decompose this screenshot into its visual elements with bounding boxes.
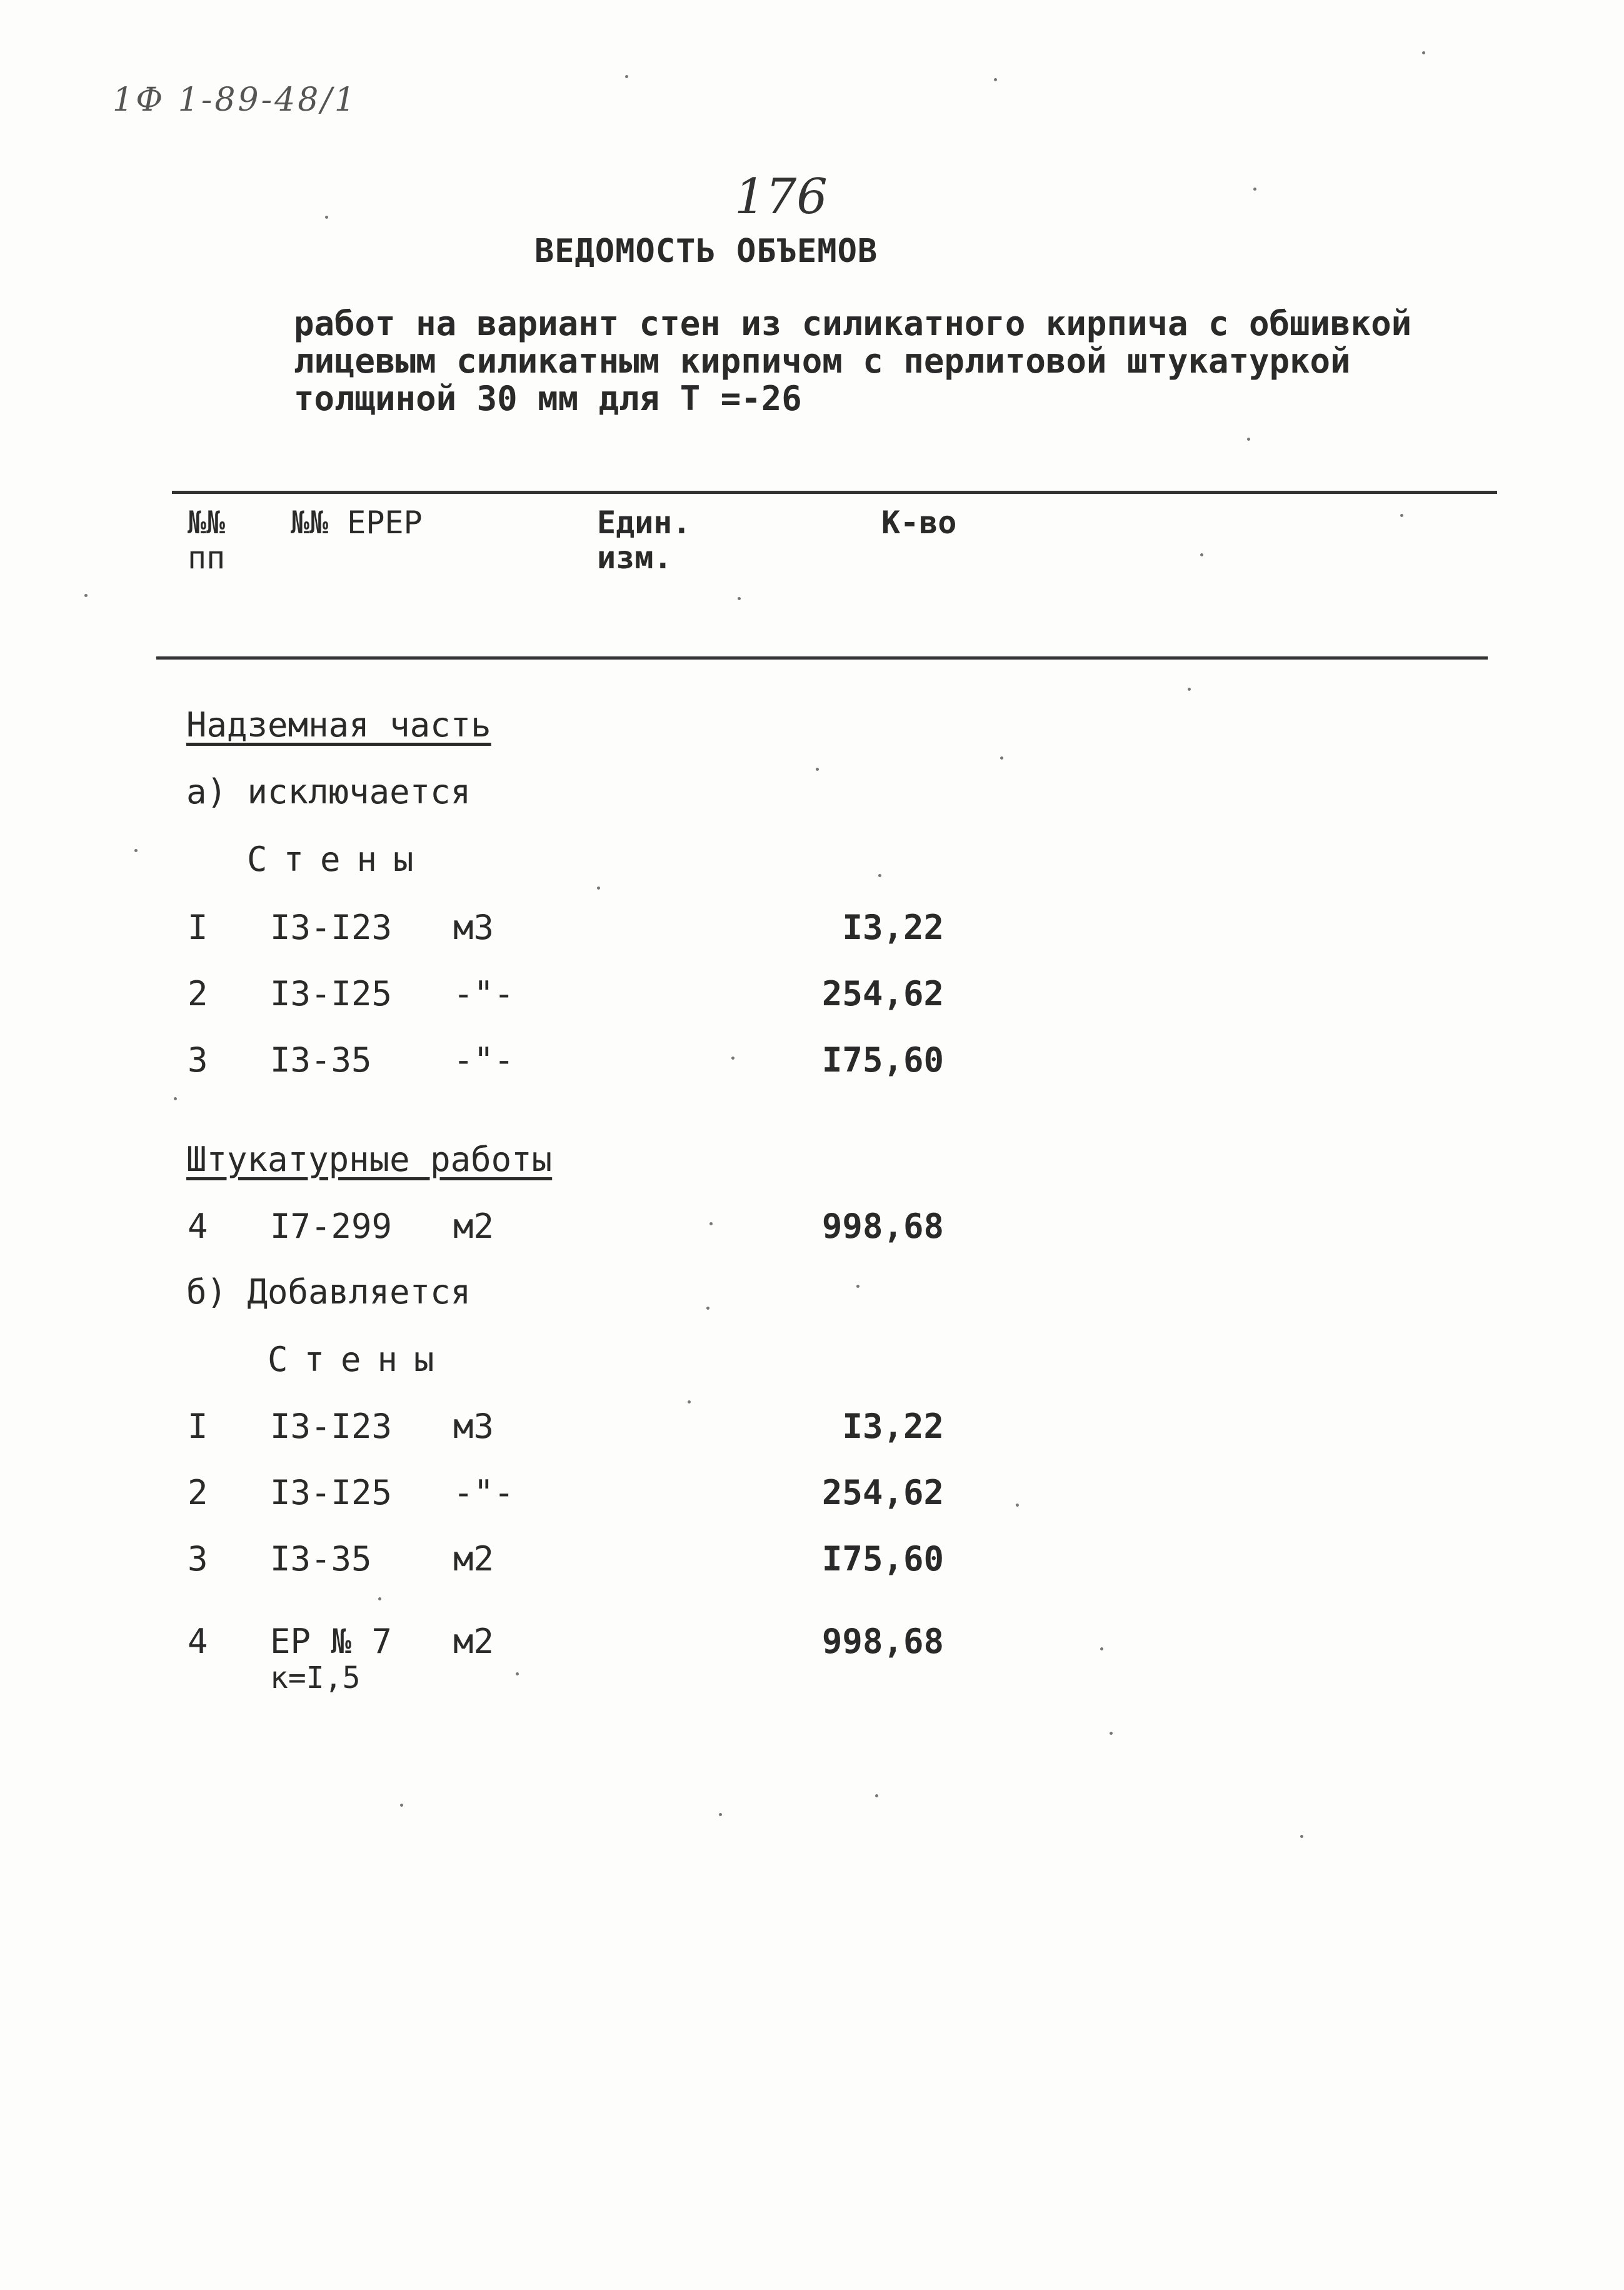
scan-speck [597,886,600,890]
row-code: I3-I23 [270,1407,393,1446]
part-b-walls-label: Стены [268,1340,451,1379]
row-quantity: I75,60 [821,1040,944,1080]
scan-speck [994,78,997,81]
row-code: I3-I25 [270,1473,393,1512]
scan-speck [400,1804,403,1807]
scan-speck [325,216,328,219]
section-title: Надземная часть [186,705,491,745]
row-code: I7-299 [270,1207,393,1246]
description-line: толщиной 30 мм для Т =-26 [294,379,802,418]
column-header-quantity: К-во [881,505,957,541]
row-number: 4 [188,1622,208,1661]
scan-speck [1100,1647,1103,1650]
scan-speck [378,1597,381,1600]
scan-speck [709,1222,713,1225]
document-code: 1Ф 1-89-48/1 [113,81,358,119]
header-bottom-rule [156,656,1488,660]
scan-speck [1400,514,1403,517]
scan-speck [688,1400,691,1404]
row-unit: м3 [453,908,494,947]
row-number: 3 [188,1040,208,1080]
part-a-label: а) исключается [186,772,471,811]
scan-speck [625,75,628,78]
scan-speck [516,1672,519,1675]
part-a-walls-label: Стены [247,840,430,879]
row-code: I3-35 [270,1539,372,1579]
row-quantity: 254,62 [821,1473,944,1512]
row-code: I3-I25 [270,974,393,1013]
row-unit: м2 [453,1539,494,1579]
scan-speck [1422,51,1425,54]
row-code: I3-35 [270,1040,372,1080]
column-header-unit: Един. изм. [597,505,691,576]
scan-speck [1000,756,1003,760]
row-code: ЕР № 7 [270,1622,393,1661]
description-line: лицевым силикатным кирпичом с перлитовой штукатуркой [294,341,1351,381]
scan-speck [1200,553,1203,556]
row-unit: м2 [453,1622,494,1661]
row-quantity: 998,68 [821,1622,944,1661]
row-quantity: I75,60 [821,1539,944,1579]
row-quantity: 998,68 [821,1207,944,1246]
plaster-section-title: Штукатурные работы [186,1140,553,1179]
scan-speck [719,1813,722,1816]
row-quantity: I3,22 [842,908,944,947]
scan-speck [84,594,88,597]
scan-speck [1247,438,1250,441]
scan-speck [1188,688,1191,691]
scan-speck [706,1307,709,1310]
row-unit: -"- [453,1040,514,1080]
header-top-rule [172,491,1497,494]
row-number: 2 [188,1473,208,1512]
scan-speck [878,874,881,877]
row-number: I [188,1407,208,1446]
part-b-label: б) Добавляется [186,1272,471,1312]
scan-speck [731,1057,734,1060]
scan-speck [875,1794,878,1797]
scan-speck [1110,1732,1113,1735]
row-unit: -"- [453,1473,514,1512]
scan-speck [174,1097,177,1100]
column-header-erer: №№ ЕРЕР [291,505,423,541]
row-number: 3 [188,1539,208,1579]
scan-speck [856,1285,860,1288]
page-number: 176 [734,169,828,225]
scan-speck [816,768,819,771]
scan-speck [1016,1504,1019,1507]
scan-speck [1253,188,1256,191]
description-line: работ на вариант стен из силикатного кирпича с обшивкой [294,304,1412,343]
row-code: I3-I23 [270,908,393,947]
row-unit: -"- [453,974,514,1013]
row-unit: м3 [453,1407,494,1446]
row-unit: м2 [453,1207,494,1246]
scan-speck [134,849,138,852]
row-number: I [188,908,208,947]
row-number: 2 [188,974,208,1013]
scan-speck [738,597,741,600]
scan-speck [1300,1835,1303,1838]
row-number: 4 [188,1207,208,1246]
document-title: ВЕДОМОСТЬ ОБЪЕМОВ [534,233,878,270]
row-quantity: I3,22 [842,1407,944,1446]
column-header-number: №№ пп [188,505,226,576]
document-description [294,305,1411,418]
row-quantity: 254,62 [821,974,944,1013]
row-code-note: к=I,5 [270,1660,361,1695]
